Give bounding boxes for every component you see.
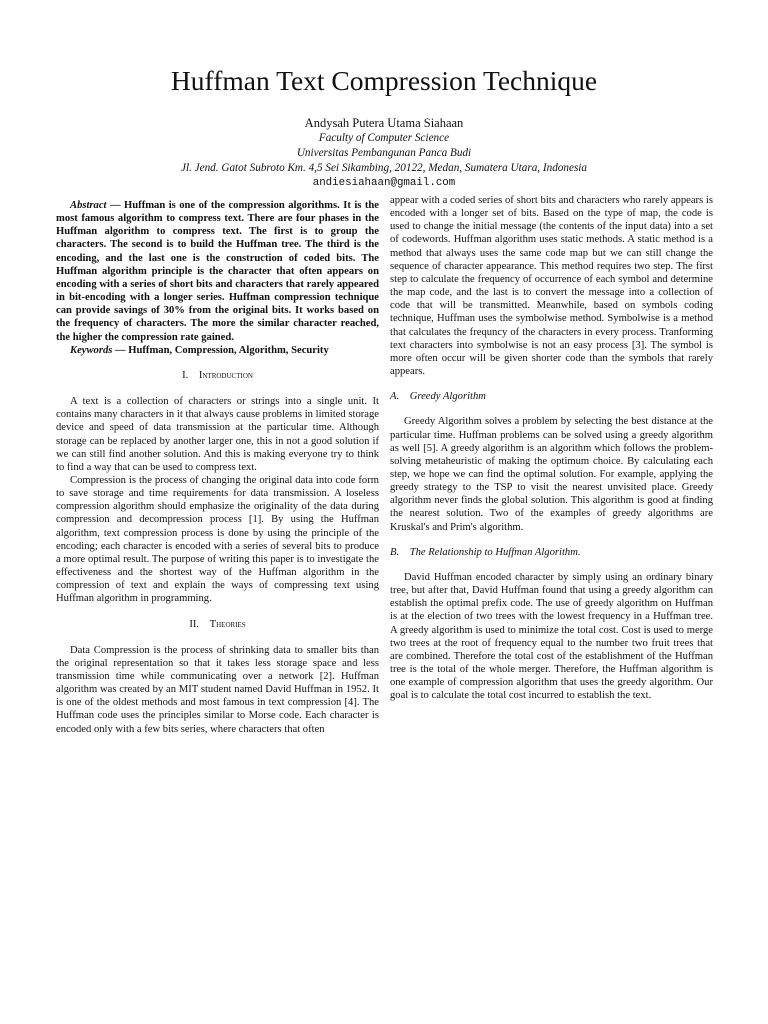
faculty: Faculty of Computer Science bbox=[318, 132, 450, 144]
author-block bbox=[0, 115, 768, 190]
paper-title: Huffman Text Compression Technique bbox=[170, 65, 598, 96]
author-name: Andysah Putera Utama Siahaan bbox=[304, 116, 464, 130]
author-email: andiesiahaan@gmail.com bbox=[312, 177, 456, 189]
university: Universitas Pembangunan Panca Budi bbox=[296, 147, 472, 159]
keywords-text: — Huffman, Compression, Algorithm, Security bbox=[112, 344, 329, 356]
subsection-heading-greedy bbox=[390, 390, 713, 403]
section-heading-introduction bbox=[56, 369, 379, 382]
subsection-label: B. bbox=[390, 546, 400, 558]
subsection-title: Greedy Algorithm bbox=[409, 391, 486, 403]
subsection-label: A. bbox=[390, 391, 400, 403]
section-title: Theories bbox=[209, 618, 246, 630]
left-column bbox=[56, 199, 379, 736]
intro-paragraph-1: A text is a collection of characters or strings into a single unit. It contains many characters in it that always cause problems in limited storage device and speed of data transmission at the particular time. Although storage can be replaced by another larger one, this in not a good solution if we can still find another solution. And this is making everyone try to think to find a way that can be used to compress text. bbox=[56, 396, 379, 473]
intro-paragraph-2: Compression is the process of changing the original data into code form to save storage and time requirements for data transmission. A loseless compression algorithm should emphasize the originality of the data during compression and decompression process [1]. By using the Huffman algorithm, text compression process is done by using the principle of the encoding; each character is encoded with a series of several bits to produce a more optimal result. The purpose of writing this paper is to investigate the effectiveness and the shortest way of the Huffman algorithm in the compression of text and explain the ways of compressing text using Huffman algorithm in programming. bbox=[56, 474, 379, 605]
relationship-paragraph-1: David Huffman encoded character by simply using an ordinary binary tree, but after that, David Huffman found that using a greedy algorithm can establish the optimal prefix code. The use of greedy algorithm on Huffman is at the election of two trees with the lowest frequency in a Huffman tree. A greedy algorithm is used to minimize the total cost. Cost is used to merge two trees at the root of frequency equal to the number two fruit trees that are combined. Therefore the total cost of the establishment of the Huffman tree is the total of the whole merger. Therefore, the Huffman algorithm is one example of compression algorithm that uses the greedy algorithm. Our goal is to calculate the total cost incurred to establish the text. bbox=[390, 571, 713, 702]
theories-paragraph-1-continued: appear with a coded series of short bits and characters who rarely appears is encoded with a longer set of bits. Based on the type of map, the code is used to change the initial message (the contents of the input data) into a set of codewords. Huffman algorithm uses static methods. A static method is a method that always uses the same code map but we can still change the sequence of character appearance. This method requires two step. The first step to calculate the frequency of occurrence of each symbol and determine the map code, and the last is to convert the message into a collection of code that will be transmitted. Meanwhile, based on symbols coding technique, Huffman uses the symbolwise method. Symbolwise is a method that calculates the frequncy of the characters in every process. Tranforming text characters into symbolwise is not an easy process [3]. The symbol is more often occur will be given shorter code than the symbols that rarely appears. bbox=[390, 195, 713, 378]
subsection-heading-relationship bbox=[390, 546, 713, 559]
address: Jl. Jend. Gatot Subroto Km. 4,5 Sei Sikambing, 20122, Medan, Sumatera Utara, Indonesia bbox=[180, 162, 588, 174]
theories-paragraph-1: Data Compression is the process of shrinking data to smaller bits than the original representation so that it takes less storage space and less transmission time while communicating over a network [2]. Huffman algorithm was created by an MIT student named David Huffman in 1952. It is one of the oldest methods and most famous in text compression [4]. The Huffman code uses the principles similar to Morse code. Each character is encoded only with a few bits series, where characters that often bbox=[56, 644, 379, 735]
abstract-label: Abstract bbox=[70, 200, 107, 211]
greedy-paragraph-1: Greedy Algorithm solves a problem by selecting the best distance at the particular time. Huffman problems can be solved using a greedy algorithm as well [5]. A greedy algorithm is an algorithm which follows the problem-solving metaheuristic of making the optimum choice. By calculating each step, we hope we can find the optimal solution. For example, applying the greedy strategy to the TSP to visit the nearest unvisited place. Greedy algorithm never finds the global solution. This algorithm is good at finding the nearest solution. Two of the examples of greedy algorithms are Kruskal's and Prim's algorithm. bbox=[390, 416, 713, 533]
subsection-title: The Relationship to Huffman Algorithm. bbox=[409, 546, 581, 558]
abstract-text: — Huffman is one of the compression algorithms. It is the most famous algorithm to compress text. There are four phases in the Huffman algorithm to compress text. The first is to group the characters. The second is to build the Huffman tree. The third is the encoding, and the last one is the construction of coded bits. The Huffman algorithm principle is the character that often appears on encoding with a series of short bits and characters that rarely appeared in bit-encoding with a longer series. Huffman compression technique can provide savings of 30% from the original bits. It works based on the frequency of characters. The more the similar character reached, the higher the compression rate gained. bbox=[56, 200, 379, 343]
section-number: I. bbox=[182, 369, 189, 381]
section-number: II. bbox=[189, 618, 200, 630]
keywords bbox=[56, 344, 379, 357]
section-heading-theories bbox=[56, 618, 379, 631]
right-column bbox=[390, 194, 713, 702]
abstract bbox=[56, 199, 379, 344]
section-title: Introduction bbox=[198, 369, 253, 381]
keywords-label: Keywords bbox=[70, 344, 113, 356]
